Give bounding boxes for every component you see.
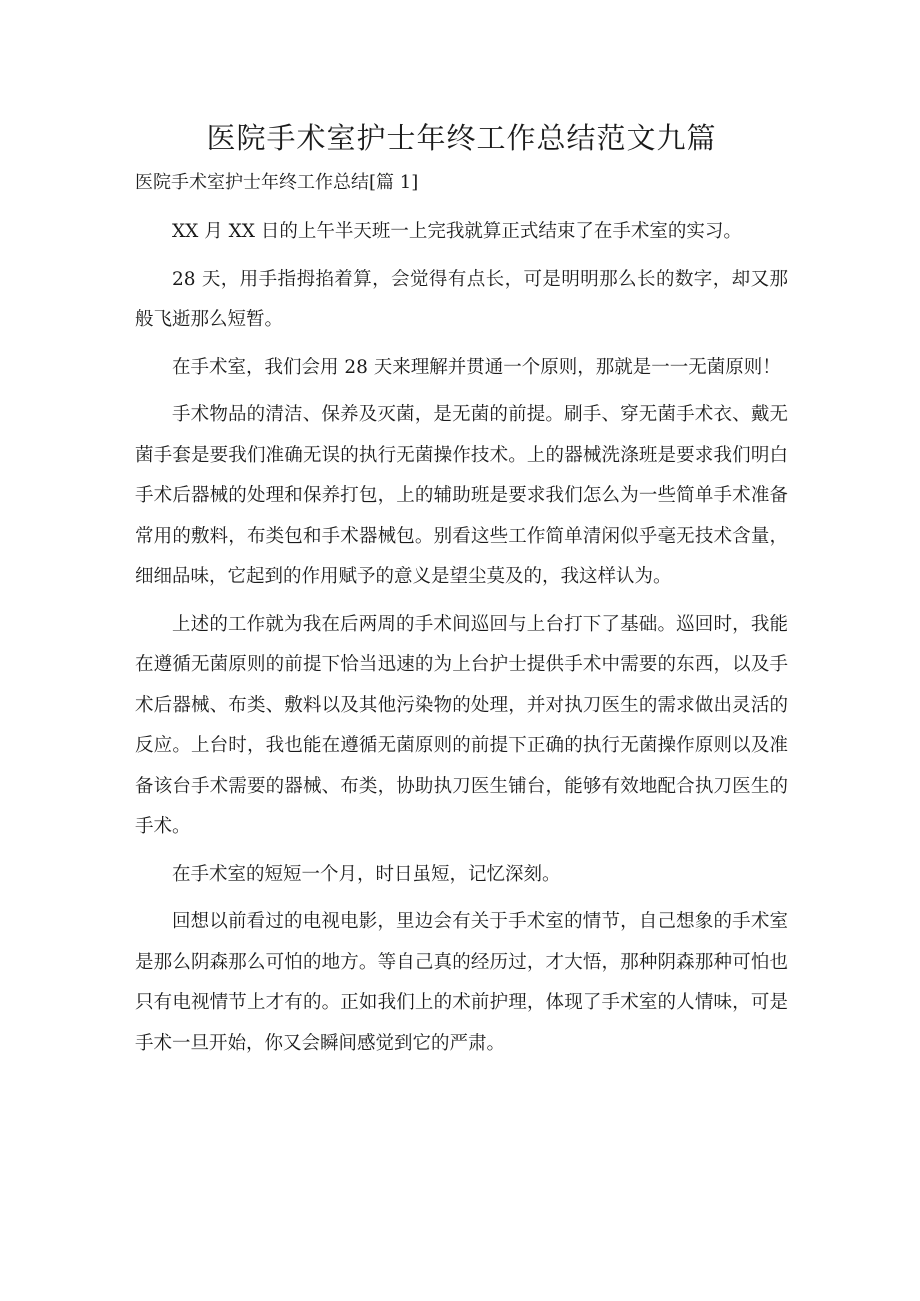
- document-title: 医院手术室护士年终工作总结范文九篇: [206, 121, 717, 155]
- paragraph-2: 28 天，用手指拇掐着算，会觉得有点长，可是明明那么长的数字，却又那般飞逝那么短暂。: [135, 268, 788, 330]
- paragraph-4: 手术物品的清洁、保养及灭菌，是无菌的前提。刷手、穿无菌手术衣、戴无菌手套是要我们准确无误的执行无菌操作技术。上的器械洗涤班是要求我们明白手术后器械的处理和保养打包，上的辅助班是要求我们怎么为一些简单手术准备常用的敷料，布类包和手术器械包。别看这些工作简单清闲似乎毫无技术含量，细细品味，它起到的作用赋予的意义是望尘莫及的，我这样认为。: [135, 404, 788, 587]
- paragraph-5: 上述的工作就为我在后两周的手术间巡回与上台打下了基础。巡回时，我能在遵循无菌原则的前提下恰当迅速的为上台护士提供手术中需要的东西，以及手术后器械、布类、敷料以及其他污染物的处理，并对执刀医生的需求做出灵活的反应。上台时，我也能在遵循无菌原则的前提下正确的执行无菌操作原则以及准备该台手术需要的器械、布类，协助执刀医生铺台，能够有效地配合执刀医生的手术。: [135, 613, 788, 837]
- paragraph-3: 在手术室，我们会用 28 天来理解并贯通一个原则，那就是一一无菌原则！: [172, 356, 781, 378]
- paragraph-7: 回想以前看过的电视电影，里边会有关于手术室的情节，自己想象的手术室是那么阴森那么可怕的地方。等自己真的经历过，才大悟，那种阴森那种可怕也只有电视情节上才有的。正如我们上的术前护理，体现了手术室的人情味，可是手术一旦开始，你又会瞬间感觉到它的严肃。: [135, 911, 788, 1054]
- paragraph-6: 在手术室的短短一个月，时日虽短，记忆深刻。: [172, 863, 561, 885]
- section-heading: 医院手术室护士年终工作总结[篇 1]: [135, 172, 419, 193]
- paragraph-1: XX 月 XX 日的上午半天班一上完我就算正式结束了在手术室的实习。: [172, 221, 742, 242]
